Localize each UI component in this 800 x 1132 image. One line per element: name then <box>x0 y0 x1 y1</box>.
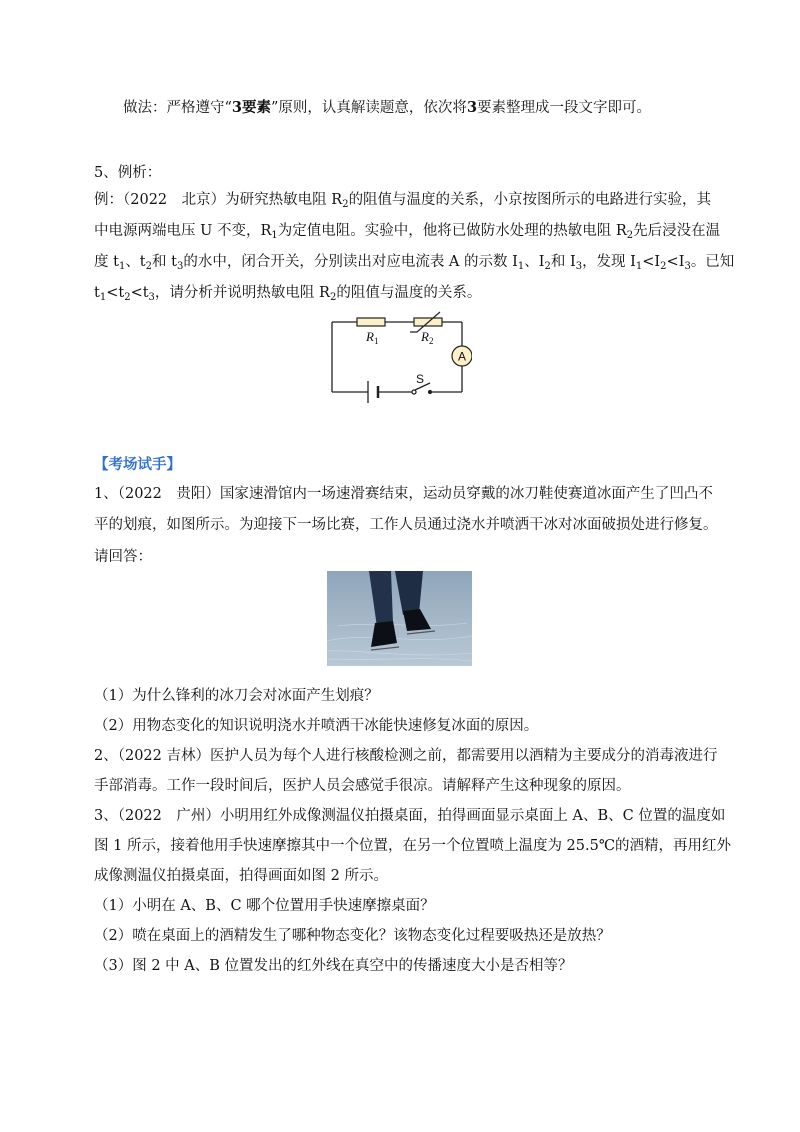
subscript: 2 <box>626 230 634 241</box>
q1-line-2: 平的划痕，如图所示。为迎接下一场比赛，工作人员通过浇水并喷洒干冰对冰面破损处进行修复。 <box>94 517 718 533</box>
text: <t <box>106 285 125 301</box>
subscript: 2 <box>124 292 131 303</box>
q3-line-3: 成像测温仪拍摄桌面，拍得画面如图 2 所示。 <box>94 868 388 884</box>
q3-line-1: 3、（2022 广州）小明用红外成像测温仪拍摄桌面，拍得画面显示桌面上 A、B、C 位置的温度如 <box>94 808 726 824</box>
text: 、t <box>125 254 146 270</box>
text: ，请分析并说明热敏电阻 R <box>154 285 330 301</box>
subscript: 3 <box>575 261 583 272</box>
example-line-3 <box>94 252 735 272</box>
subscript: 2 <box>329 292 337 303</box>
method-bold-1: 3要素 <box>231 99 272 116</box>
r2-sub: 2 <box>428 336 434 346</box>
switch-contact-left <box>412 390 416 394</box>
text: 例：（2022 北京）为研究热敏电阻 R <box>94 192 343 208</box>
q1-line-1: 1、（2022 贵阳）国家速滑馆内一场速滑赛结束，运动员穿戴的冰刀鞋使赛道冰面产生了凹凸不 <box>94 486 713 502</box>
q2-line-1: 2、（2022 吉林）医护人员为每个人进行核酸检测之前，都需要用以酒精为主要成分的消毒液进行 <box>94 748 718 764</box>
q1-sub-2: （2）用物态变化的知识说明浇水并喷洒干冰能快速修复冰面的原因。 <box>94 718 539 734</box>
example-line-4 <box>94 283 714 303</box>
ammeter-label: A <box>457 349 467 364</box>
switch-label: S <box>416 372 425 386</box>
subscript: 2 <box>660 261 667 272</box>
text: 为定值电阻。实验中，他将已做防水处理的热敏电阻 R <box>277 223 627 239</box>
subscript: 2 <box>544 261 551 272</box>
subscript: 1 <box>517 261 525 272</box>
subscript: 1 <box>99 292 107 303</box>
left-boot <box>371 621 397 647</box>
example-line-1 <box>94 190 714 210</box>
subscript: 3 <box>684 261 691 272</box>
text: 、I <box>524 254 545 270</box>
q2-line-2: 手部消毒。工作一段时间后，医护人员会感觉手很凉。请解释产生这种现象的原因。 <box>94 778 631 794</box>
q1-sub-1: （1）为什么锋利的冰刀会对冰面产生划痕？ <box>94 688 379 704</box>
exam-heading: 【考场试手】 <box>94 456 181 473</box>
q1-line-3: 请回答： <box>94 549 152 565</box>
subscript: 2 <box>342 199 349 210</box>
method-text-3: 要素整理成一段文字即可。 <box>477 100 652 116</box>
r2-letter: R <box>421 329 429 344</box>
r1-sub: 1 <box>373 336 379 346</box>
resistor-r1 <box>357 318 385 326</box>
subscript: 2 <box>145 261 153 272</box>
r2-label <box>420 329 433 346</box>
method-text-1: 做法：严格遵守“ <box>123 100 232 116</box>
text: <t <box>130 285 149 301</box>
text: 的阻值与温度的关系。 <box>336 285 482 301</box>
text: t <box>94 285 100 301</box>
r1-label <box>365 329 378 346</box>
q3-sub-1: （1）小明在 A、B、C 哪个位置用手快速摩擦桌面？ <box>94 898 435 914</box>
text: 。已知 <box>690 254 735 270</box>
text: 和 t <box>152 254 177 270</box>
r1-letter: R <box>366 329 374 344</box>
subscript: 3 <box>176 261 184 272</box>
text: ，发现 I <box>582 254 636 270</box>
circuit-diagram <box>322 310 472 410</box>
text: 和 I <box>550 254 576 270</box>
method-text-2: ”原则，认真解读题意，依次将 <box>271 100 467 116</box>
section-5-title: 5、例析： <box>94 165 162 181</box>
text: <I <box>666 254 685 270</box>
subscript: 1 <box>118 261 126 272</box>
method-bold-2: 3 <box>466 99 478 116</box>
skating-photo <box>327 571 472 666</box>
switch-contact-right <box>429 391 432 394</box>
subscript: 3 <box>148 292 155 303</box>
text: 度 t <box>94 254 119 270</box>
q3-sub-3: （3）图 2 中 A、B 位置发出的红外线在真空中的传播速度大小是否相等？ <box>94 958 573 974</box>
example-line-2 <box>94 221 721 241</box>
subscript: 1 <box>271 230 278 241</box>
text: 的水中，闭合开关，分别读出对应电流表 A 的示数 I <box>183 254 518 270</box>
q3-sub-2: （2）喷在桌面上的酒精发生了哪种物态变化？该物态变化过程要吸热还是放热？ <box>94 928 611 944</box>
text: 先后浸没在温 <box>633 223 721 239</box>
text: 的阻值与温度的关系，小京按图所示的电路进行实验，其 <box>348 192 712 208</box>
text: 中电源两端电压 U 不变，R <box>94 223 272 239</box>
text: <I <box>642 254 661 270</box>
method-line <box>123 98 743 118</box>
subscript: 1 <box>635 261 643 272</box>
q3-line-2: 图 1 所示，接着他用手快速摩擦其中一个位置，在另一个位置喷上温度为 25.5℃的酒精，再用红外 <box>94 838 732 854</box>
